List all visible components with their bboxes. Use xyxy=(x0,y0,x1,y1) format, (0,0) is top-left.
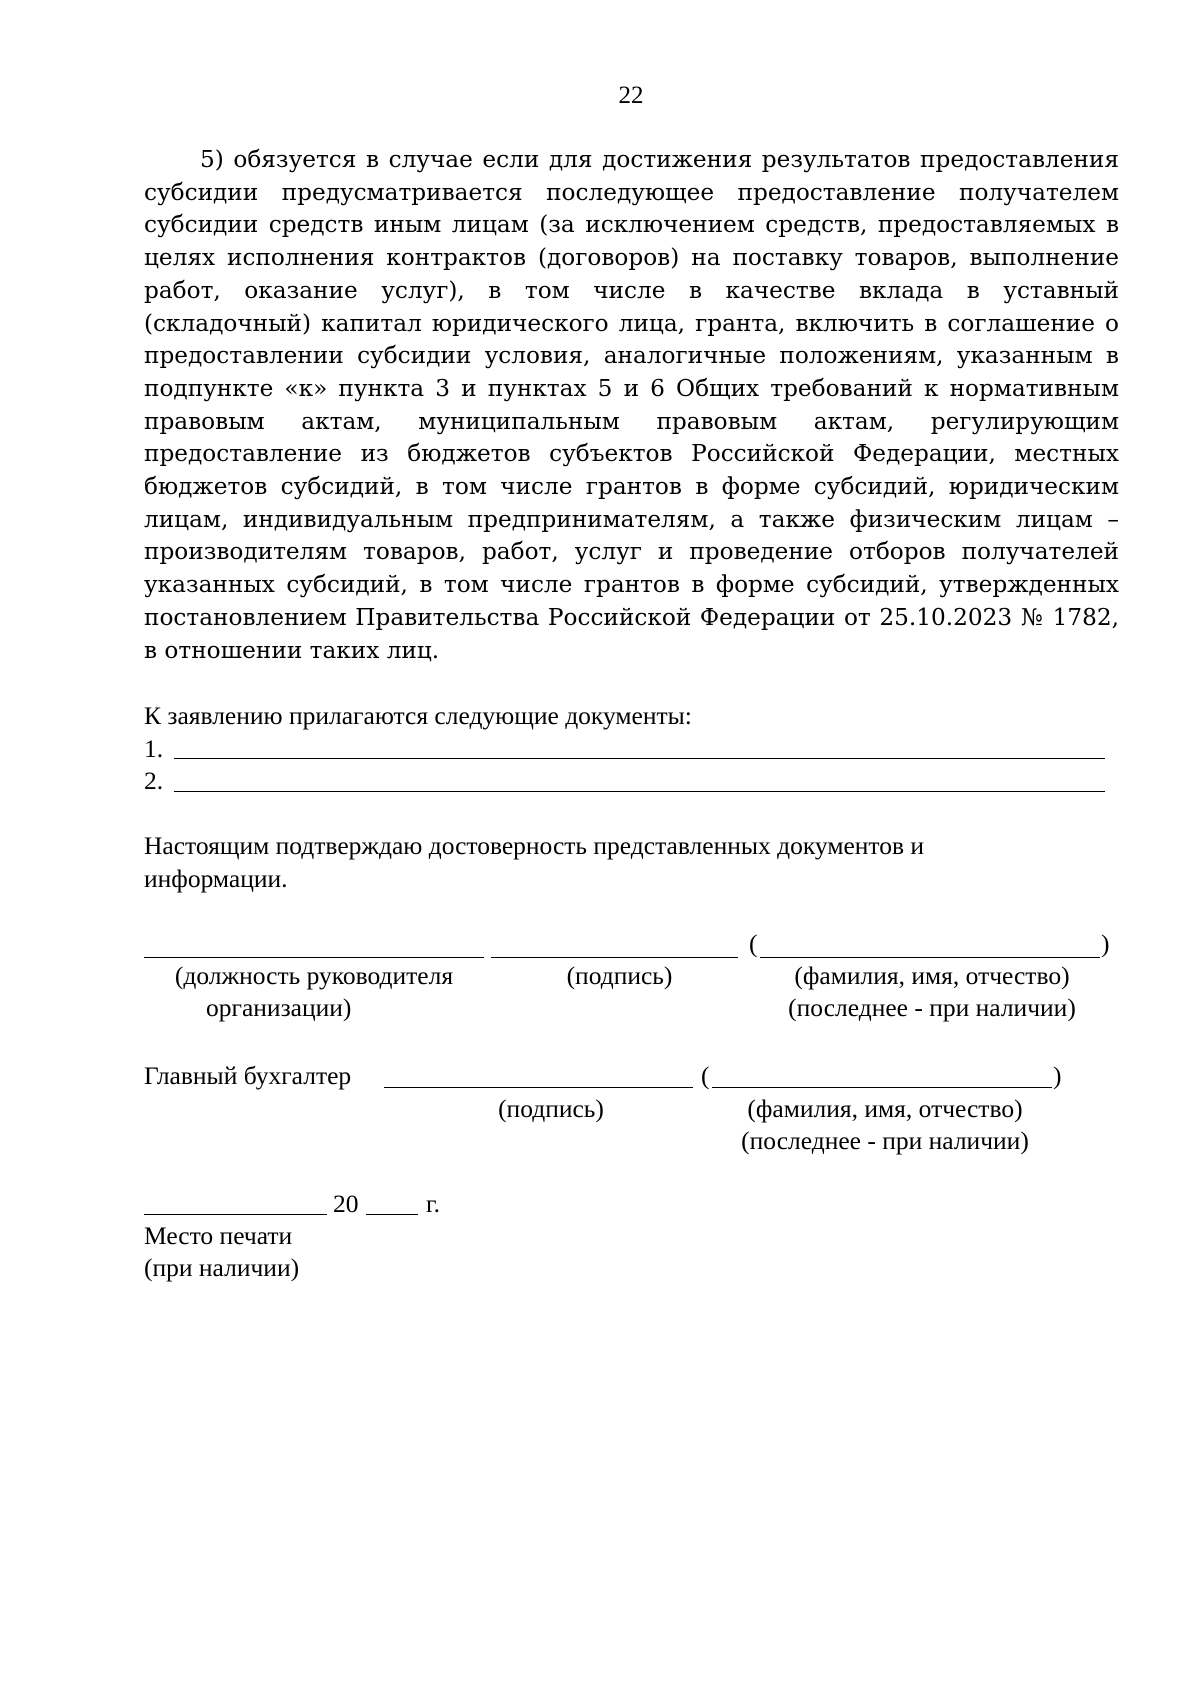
head-name-caption-line2: (последнее - при наличии) xyxy=(788,993,1076,1022)
accountant-signature-blank[interactable] xyxy=(384,1087,693,1088)
date-year-blank[interactable] xyxy=(366,1214,418,1215)
page-number: 22 xyxy=(618,82,644,109)
accountant-name-paren-close: ) xyxy=(1053,1061,1062,1090)
accountant-name-paren-open: ( xyxy=(701,1061,710,1090)
accountant-label: Главный бухгалтер xyxy=(144,1061,352,1090)
attachment-item-1-number: 1. xyxy=(144,734,164,763)
accountant-name-blank[interactable] xyxy=(712,1087,1052,1088)
accountant-name-caption-line2: (последнее - при наличии) xyxy=(741,1126,1029,1155)
accountant-signature-caption: (подпись) xyxy=(498,1094,604,1123)
attachment-item-2-number: 2. xyxy=(144,766,164,795)
accountant-name-caption-line1: (фамилия, имя, отчество) xyxy=(747,1094,1023,1123)
date-day-month-blank[interactable] xyxy=(144,1214,327,1215)
head-position-caption-line1: (должность руководителя xyxy=(174,961,454,990)
obligation-paragraph: 5) обязуется в случае если для достижения результатов предоставления субсидии предусматривается последующее предоставление получателем субсидии средств иным лицам (за исключением средств, предоставляемых в целях исполнения контрактов (договоров) на поставку товаров, выполнение работ, оказание услуг), в том числе в качестве вклада в уставный (складочный) капитал юридического лица, гранта, включить в соглашение о предоставлении субсидии условия, аналогичные положениям, указанным в подпункте «к» пункта 3 и пунктах 5 и 6 Общих требований к нормативным правовым актам, муниципальным правовым актам, регулирующим предоставление из бюджетов субъектов Российской Федерации, местных бюджетов субсидий, в том числе грантов в форме субсидий, юридическим лицам, индивидуальным предпринимателям, а также физическим лицам – производителям товаров, работ, услуг и проведение отборов получателей указанных субсидий, в том числе грантов в форме субсидий, утвержденных постановлением Правительства Российской Федерации от 25.10.2023 № 1782, в отношении таких лиц. xyxy=(144,146,1119,664)
date-century: 20 xyxy=(333,1189,359,1218)
attachment-item-1-blank[interactable] xyxy=(174,758,1105,759)
head-name-blank[interactable] xyxy=(760,957,1100,958)
head-signature-caption: (подпись) xyxy=(566,961,673,990)
attachment-item-2-blank[interactable] xyxy=(174,791,1105,792)
head-name-caption-line1: (фамилия, имя, отчество) xyxy=(794,961,1070,990)
stamp-label-line2: (при наличии) xyxy=(144,1253,300,1282)
head-name-paren-close: ) xyxy=(1101,929,1110,958)
confirmation-text-line2: информации. xyxy=(144,864,288,893)
head-signature-blank[interactable] xyxy=(491,957,738,958)
attachments-heading: К заявлению прилагаются следующие документы: xyxy=(144,701,692,730)
confirmation-text-line1: Настоящим подтверждаю достоверность представленных документов и xyxy=(144,831,925,860)
date-year-suffix: г. xyxy=(426,1189,440,1218)
head-name-paren-open: ( xyxy=(749,929,758,958)
head-position-caption-line2: организации) xyxy=(206,993,352,1022)
head-position-blank[interactable] xyxy=(144,957,484,958)
stamp-label-line1: Место печати xyxy=(144,1221,293,1250)
